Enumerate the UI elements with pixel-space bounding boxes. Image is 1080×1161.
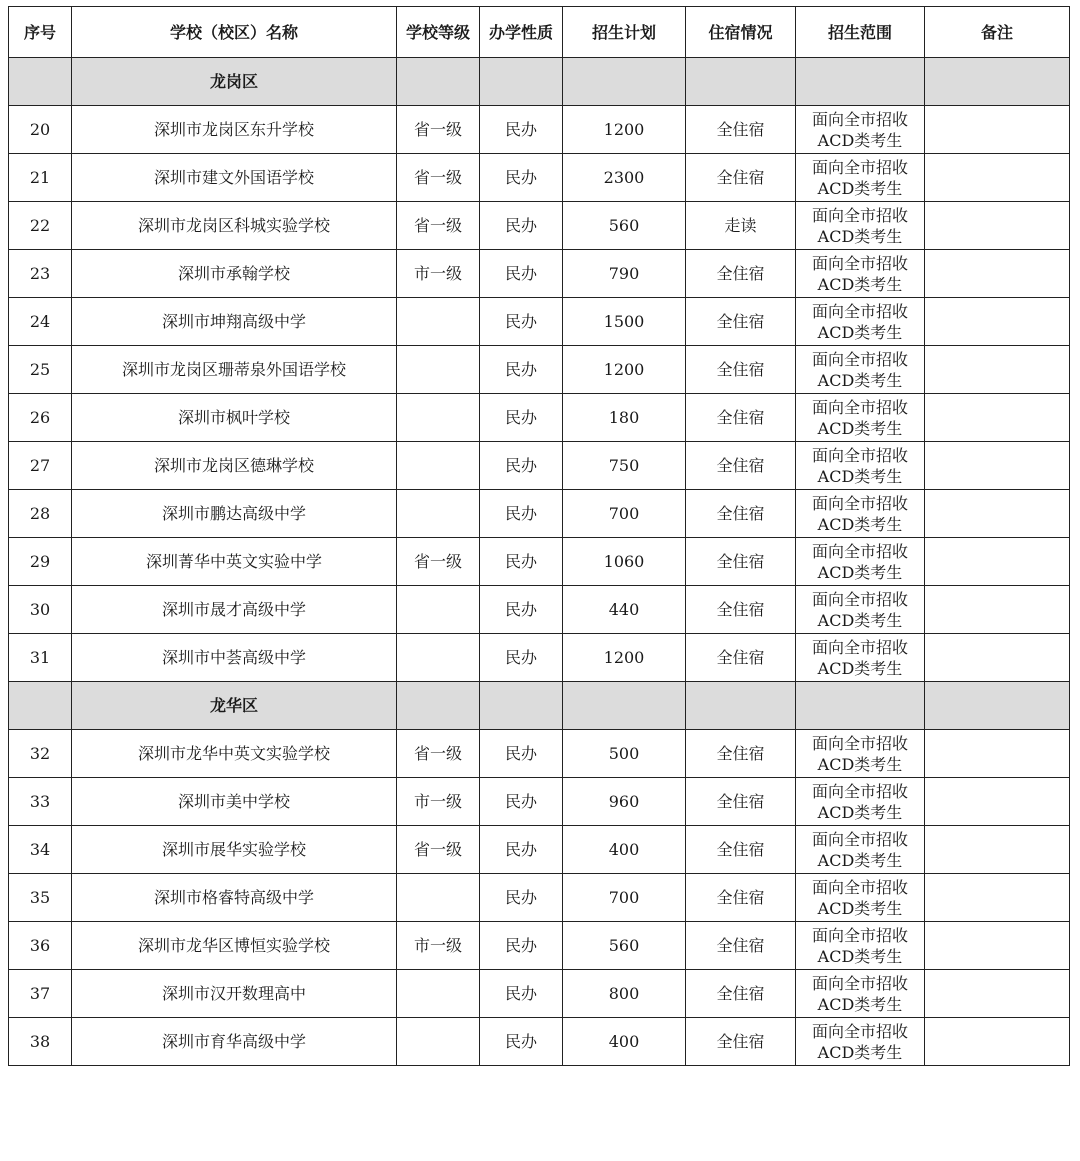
row-school-level: [397, 490, 480, 538]
row-index: 35: [9, 874, 72, 922]
row-school-name: 深圳菁华中英文实验中学: [72, 538, 397, 586]
row-school-level: [397, 1018, 480, 1066]
row-index: 24: [9, 298, 72, 346]
row-index: 28: [9, 490, 72, 538]
row-enrollment-scope: [796, 826, 925, 874]
row-school-level: 市一级: [397, 778, 480, 826]
row-school-level: [397, 874, 480, 922]
scope-line-2: ACD类考生: [817, 370, 903, 390]
row-school-level: 省一级: [397, 154, 480, 202]
row-school-nature: 民办: [480, 1018, 563, 1066]
row-enrollment-scope: [796, 442, 925, 490]
row-enrollment-scope: [796, 106, 925, 154]
row-accommodation: 全住宿: [686, 874, 796, 922]
row-enrollment-plan: 1200: [563, 346, 686, 394]
row-enrollment-scope: [796, 394, 925, 442]
row-remarks: [925, 874, 1070, 922]
header-school-name: 学校（校区）名称: [72, 7, 397, 58]
scope-line-1: 面向全市招收: [811, 205, 908, 225]
row-school-nature: 民办: [480, 250, 563, 298]
table-row: [9, 730, 1070, 778]
header-school-nature: 办学性质: [480, 7, 563, 58]
row-school-name: 深圳市龙岗区珊蒂泉外国语学校: [72, 346, 397, 394]
row-school-name: 深圳市龙华区博恒实验学校: [72, 922, 397, 970]
row-index: 20: [9, 106, 72, 154]
row-enrollment-plan: 800: [563, 970, 686, 1018]
row-school-name: 深圳市展华实验学校: [72, 826, 397, 874]
row-school-nature: 民办: [480, 202, 563, 250]
row-index: 21: [9, 154, 72, 202]
scope-line-2: ACD类考生: [817, 754, 903, 774]
row-school-level: 省一级: [397, 106, 480, 154]
row-index: 26: [9, 394, 72, 442]
row-school-nature: 民办: [480, 394, 563, 442]
row-school-nature: 民办: [480, 346, 563, 394]
scope-line-1: 面向全市招收: [811, 637, 908, 657]
table-row: [9, 874, 1070, 922]
row-remarks: [925, 922, 1070, 970]
row-school-level: [397, 298, 480, 346]
row-enrollment-scope: [796, 346, 925, 394]
row-school-name: 深圳市龙华中英文实验学校: [72, 730, 397, 778]
section-empty-cell: [796, 58, 925, 106]
row-remarks: [925, 1018, 1070, 1066]
row-school-level: 市一级: [397, 922, 480, 970]
row-enrollment-scope: [796, 874, 925, 922]
row-index: 27: [9, 442, 72, 490]
row-enrollment-plan: 180: [563, 394, 686, 442]
row-school-nature: 民办: [480, 778, 563, 826]
section-empty-cell: [563, 682, 686, 730]
row-school-name: 深圳市育华高级中学: [72, 1018, 397, 1066]
row-remarks: [925, 442, 1070, 490]
row-enrollment-plan: 960: [563, 778, 686, 826]
row-school-name: 深圳市鹏达高级中学: [72, 490, 397, 538]
scope-line-1: 面向全市招收: [811, 157, 908, 177]
row-index: 37: [9, 970, 72, 1018]
row-accommodation: 全住宿: [686, 250, 796, 298]
section-empty-cell: [686, 682, 796, 730]
row-accommodation: 全住宿: [686, 730, 796, 778]
row-accommodation: 全住宿: [686, 442, 796, 490]
scope-line-2: ACD类考生: [817, 562, 903, 582]
row-enrollment-plan: 560: [563, 922, 686, 970]
row-index: 34: [9, 826, 72, 874]
row-accommodation: 全住宿: [686, 490, 796, 538]
scope-line-2: ACD类考生: [817, 610, 903, 630]
scope-line-1: 面向全市招收: [811, 829, 908, 849]
row-enrollment-scope: [796, 922, 925, 970]
row-enrollment-scope: [796, 490, 925, 538]
table-row: [9, 778, 1070, 826]
row-enrollment-plan: 400: [563, 1018, 686, 1066]
section-empty-cell: [686, 58, 796, 106]
row-school-name: 深圳市龙岗区东升学校: [72, 106, 397, 154]
scope-line-2: ACD类考生: [817, 130, 903, 150]
row-enrollment-plan: 700: [563, 874, 686, 922]
row-school-level: [397, 346, 480, 394]
scope-line-1: 面向全市招收: [811, 877, 908, 897]
row-school-level: 市一级: [397, 250, 480, 298]
row-index: 31: [9, 634, 72, 682]
row-school-level: [397, 634, 480, 682]
header-enrollment-plan: 招生计划: [563, 7, 686, 58]
row-remarks: [925, 394, 1070, 442]
scope-line-2: ACD类考生: [817, 658, 903, 678]
header-remarks: 备注: [925, 7, 1070, 58]
section-district-name: 龙华区: [72, 682, 397, 730]
row-accommodation: 全住宿: [686, 1018, 796, 1066]
row-accommodation: 全住宿: [686, 634, 796, 682]
row-accommodation: 全住宿: [686, 586, 796, 634]
section-district-name: 龙岗区: [72, 58, 397, 106]
scope-line-2: ACD类考生: [817, 802, 903, 822]
row-enrollment-scope: [796, 634, 925, 682]
row-remarks: [925, 730, 1070, 778]
row-school-level: 省一级: [397, 538, 480, 586]
row-enrollment-scope: [796, 202, 925, 250]
row-school-nature: 民办: [480, 730, 563, 778]
row-enrollment-scope: [796, 1018, 925, 1066]
table-row: [9, 922, 1070, 970]
table-row: [9, 106, 1070, 154]
row-accommodation: 全住宿: [686, 970, 796, 1018]
row-remarks: [925, 490, 1070, 538]
table-row: [9, 394, 1070, 442]
table-row: [9, 442, 1070, 490]
row-index: 22: [9, 202, 72, 250]
section-empty-cell: [563, 58, 686, 106]
row-school-nature: 民办: [480, 634, 563, 682]
scope-line-2: ACD类考生: [817, 994, 903, 1014]
row-accommodation: 全住宿: [686, 538, 796, 586]
row-remarks: [925, 250, 1070, 298]
section-empty-cell: [925, 58, 1070, 106]
scope-line-1: 面向全市招收: [811, 589, 908, 609]
section-row: [9, 682, 1070, 730]
scope-line-2: ACD类考生: [817, 514, 903, 534]
scope-line-1: 面向全市招收: [811, 1021, 908, 1041]
row-accommodation: 全住宿: [686, 826, 796, 874]
section-empty-cell: [796, 682, 925, 730]
row-accommodation: 全住宿: [686, 154, 796, 202]
row-school-name: 深圳市枫叶学校: [72, 394, 397, 442]
table-row: [9, 346, 1070, 394]
table-row: [9, 1018, 1070, 1066]
row-enrollment-plan: 750: [563, 442, 686, 490]
row-enrollment-plan: 1060: [563, 538, 686, 586]
row-index: 33: [9, 778, 72, 826]
scope-line-2: ACD类考生: [817, 898, 903, 918]
row-index: 29: [9, 538, 72, 586]
row-remarks: [925, 538, 1070, 586]
header-school-level: 学校等级: [397, 7, 480, 58]
row-remarks: [925, 202, 1070, 250]
scope-line-2: ACD类考生: [817, 946, 903, 966]
row-school-level: [397, 394, 480, 442]
row-school-level: 省一级: [397, 826, 480, 874]
row-school-nature: 民办: [480, 490, 563, 538]
scope-line-1: 面向全市招收: [811, 493, 908, 513]
row-school-name: 深圳市建文外国语学校: [72, 154, 397, 202]
row-remarks: [925, 346, 1070, 394]
row-enrollment-plan: 790: [563, 250, 686, 298]
row-remarks: [925, 634, 1070, 682]
row-enrollment-scope: [796, 298, 925, 346]
row-enrollment-scope: [796, 250, 925, 298]
row-accommodation: 全住宿: [686, 298, 796, 346]
row-school-nature: 民办: [480, 874, 563, 922]
table-row: [9, 826, 1070, 874]
section-row: [9, 58, 1070, 106]
row-index: 38: [9, 1018, 72, 1066]
row-school-level: [397, 442, 480, 490]
row-enrollment-scope: [796, 778, 925, 826]
row-school-name: 深圳市龙岗区德琳学校: [72, 442, 397, 490]
row-school-name: 深圳市晟才高级中学: [72, 586, 397, 634]
row-school-nature: 民办: [480, 922, 563, 970]
section-empty-cell: [397, 682, 480, 730]
row-school-nature: 民办: [480, 970, 563, 1018]
row-index: 30: [9, 586, 72, 634]
scope-line-1: 面向全市招收: [811, 541, 908, 561]
scope-line-1: 面向全市招收: [811, 253, 908, 273]
row-school-level: [397, 970, 480, 1018]
scope-line-2: ACD类考生: [817, 850, 903, 870]
scope-line-1: 面向全市招收: [811, 781, 908, 801]
table-row: [9, 970, 1070, 1018]
scope-line-1: 面向全市招收: [811, 109, 908, 129]
row-index: 32: [9, 730, 72, 778]
section-empty-cell: [397, 58, 480, 106]
table-row: [9, 298, 1070, 346]
table-row: [9, 202, 1070, 250]
row-enrollment-plan: 2300: [563, 154, 686, 202]
row-remarks: [925, 970, 1070, 1018]
row-school-nature: 民办: [480, 106, 563, 154]
row-enrollment-scope: [796, 730, 925, 778]
table-header-row: [9, 7, 1070, 58]
row-school-name: 深圳市美中学校: [72, 778, 397, 826]
row-enrollment-plan: 1200: [563, 634, 686, 682]
table-row: [9, 490, 1070, 538]
row-enrollment-plan: 500: [563, 730, 686, 778]
table-row: [9, 634, 1070, 682]
row-school-level: 省一级: [397, 730, 480, 778]
table-body: [9, 58, 1070, 1066]
scope-line-1: 面向全市招收: [811, 445, 908, 465]
scope-line-2: ACD类考生: [817, 226, 903, 246]
row-accommodation: 全住宿: [686, 106, 796, 154]
school-enrollment-table: [8, 6, 1070, 1066]
row-school-name: 深圳市坤翔高级中学: [72, 298, 397, 346]
scope-line-1: 面向全市招收: [811, 349, 908, 369]
row-remarks: [925, 826, 1070, 874]
scope-line-1: 面向全市招收: [811, 397, 908, 417]
scope-line-2: ACD类考生: [817, 1042, 903, 1062]
row-school-name: 深圳市格睿特高级中学: [72, 874, 397, 922]
row-school-level: 省一级: [397, 202, 480, 250]
row-accommodation: 全住宿: [686, 394, 796, 442]
header-accommodation: 住宿情况: [686, 7, 796, 58]
row-accommodation: 全住宿: [686, 778, 796, 826]
row-enrollment-plan: 440: [563, 586, 686, 634]
table-row: [9, 250, 1070, 298]
table-row: [9, 538, 1070, 586]
row-index: 36: [9, 922, 72, 970]
row-school-name: 深圳市龙岗区科城实验学校: [72, 202, 397, 250]
row-school-nature: 民办: [480, 298, 563, 346]
row-enrollment-plan: 1500: [563, 298, 686, 346]
row-remarks: [925, 298, 1070, 346]
scope-line-2: ACD类考生: [817, 418, 903, 438]
row-school-nature: 民办: [480, 586, 563, 634]
scope-line-2: ACD类考生: [817, 322, 903, 342]
section-empty-cell: [925, 682, 1070, 730]
scope-line-2: ACD类考生: [817, 274, 903, 294]
scope-line-1: 面向全市招收: [811, 301, 908, 321]
row-school-name: 深圳市承翰学校: [72, 250, 397, 298]
row-school-nature: 民办: [480, 538, 563, 586]
scope-line-1: 面向全市招收: [811, 925, 908, 945]
row-enrollment-plan: 560: [563, 202, 686, 250]
row-accommodation: 全住宿: [686, 922, 796, 970]
row-school-nature: 民办: [480, 154, 563, 202]
scope-line-1: 面向全市招收: [811, 973, 908, 993]
section-empty-cell: [9, 682, 72, 730]
row-school-name: 深圳市中荟高级中学: [72, 634, 397, 682]
scope-line-2: ACD类考生: [817, 466, 903, 486]
row-school-nature: 民办: [480, 826, 563, 874]
row-enrollment-scope: [796, 586, 925, 634]
row-enrollment-scope: [796, 154, 925, 202]
row-index: 25: [9, 346, 72, 394]
section-empty-cell: [480, 58, 563, 106]
row-remarks: [925, 106, 1070, 154]
scope-line-1: 面向全市招收: [811, 733, 908, 753]
section-empty-cell: [480, 682, 563, 730]
row-school-nature: 民办: [480, 442, 563, 490]
row-remarks: [925, 154, 1070, 202]
scope-line-2: ACD类考生: [817, 178, 903, 198]
row-school-name: 深圳市汉开数理高中: [72, 970, 397, 1018]
row-index: 23: [9, 250, 72, 298]
header-enrollment-scope: 招生范围: [796, 7, 925, 58]
row-accommodation: 走读: [686, 202, 796, 250]
row-enrollment-plan: 400: [563, 826, 686, 874]
table-row: [9, 586, 1070, 634]
row-enrollment-plan: 700: [563, 490, 686, 538]
row-enrollment-plan: 1200: [563, 106, 686, 154]
table-row: [9, 154, 1070, 202]
row-remarks: [925, 778, 1070, 826]
section-empty-cell: [9, 58, 72, 106]
row-enrollment-scope: [796, 538, 925, 586]
header-index: 序号: [9, 7, 72, 58]
row-school-level: [397, 586, 480, 634]
row-remarks: [925, 586, 1070, 634]
row-accommodation: 全住宿: [686, 346, 796, 394]
row-enrollment-scope: [796, 970, 925, 1018]
